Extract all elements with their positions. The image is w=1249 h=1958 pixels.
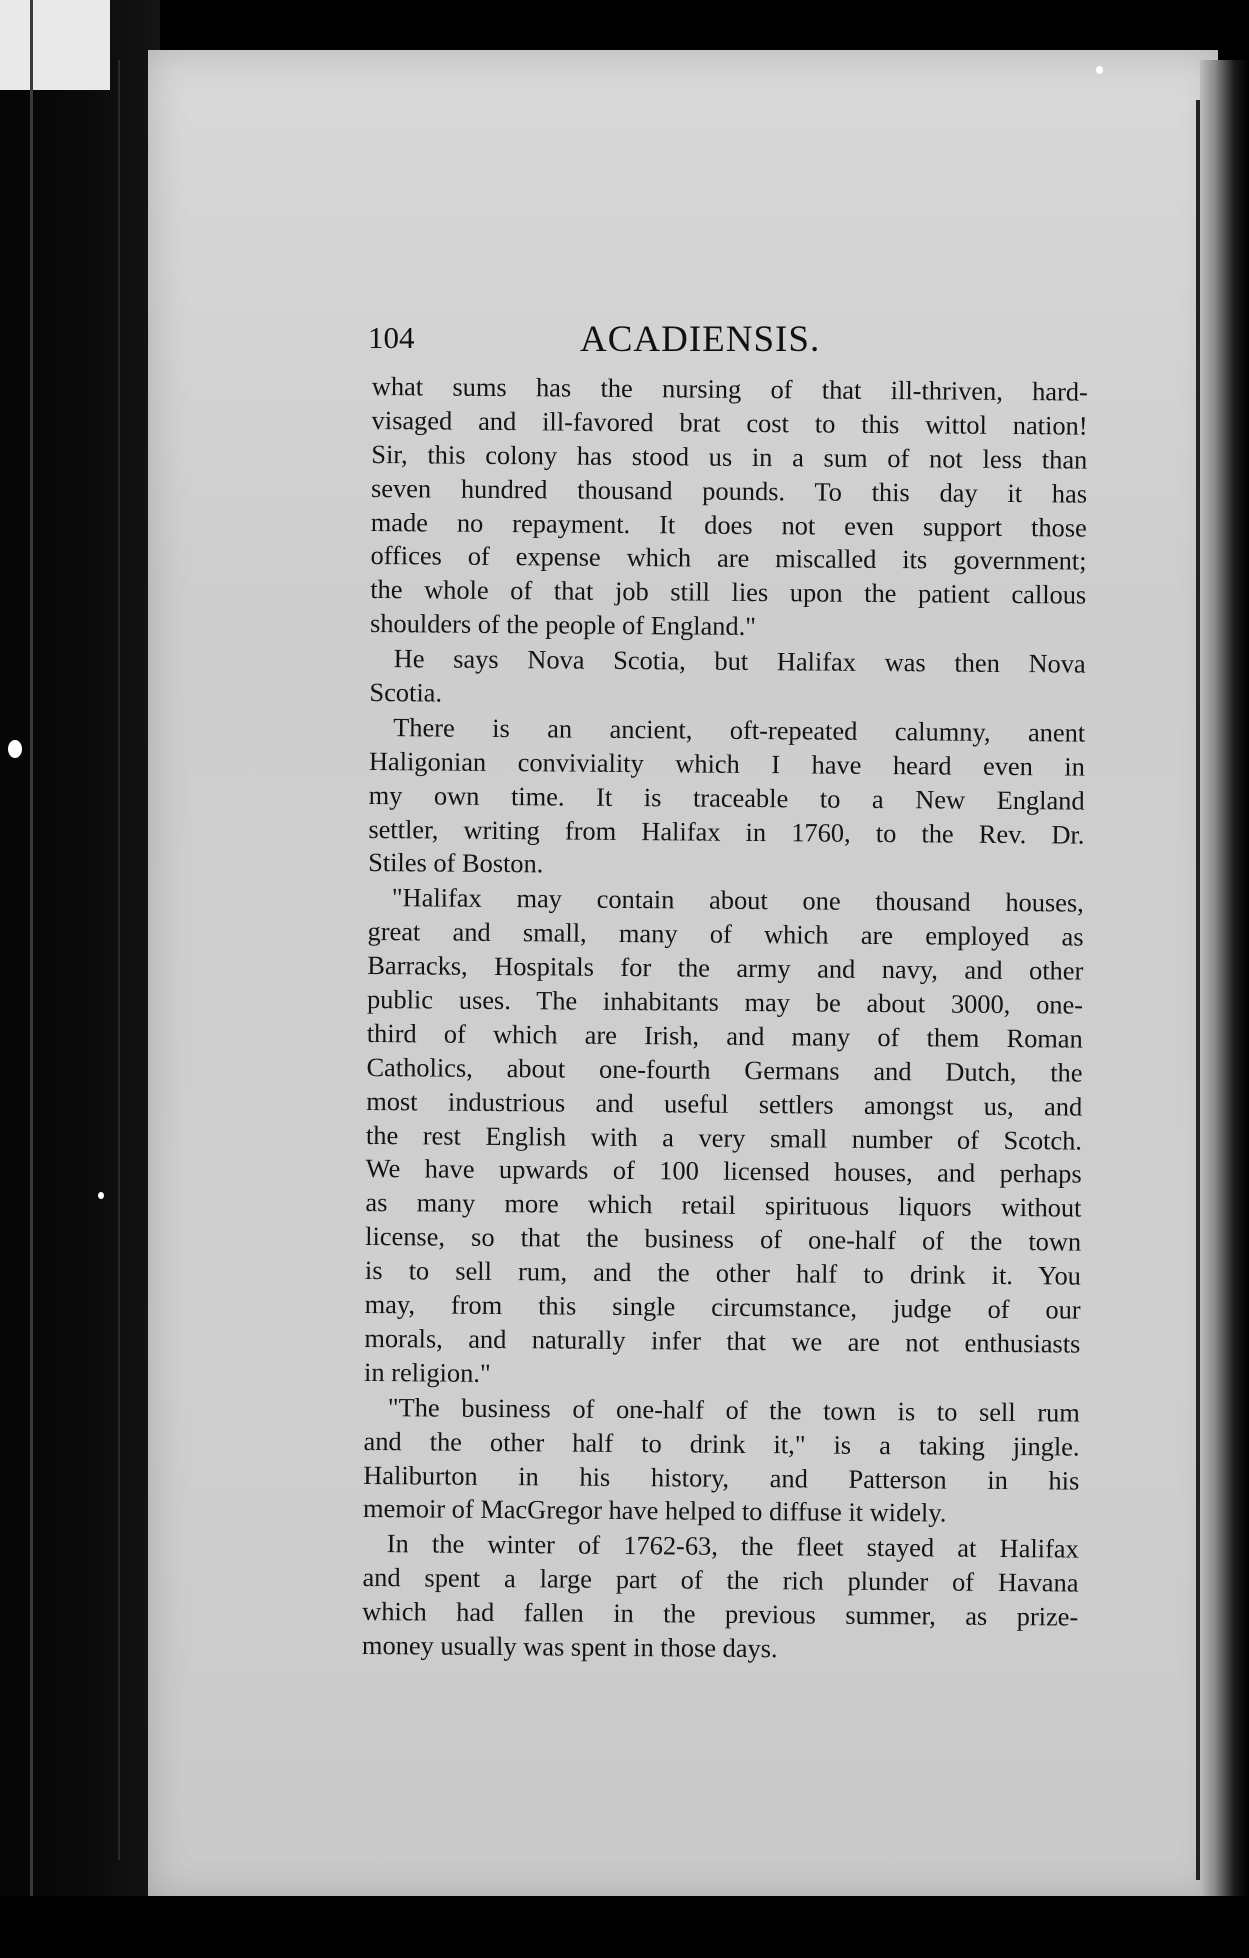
text-line: the whole of that job still lies upon the patient callous [370, 574, 1087, 610]
scan-bottom-margin [0, 1896, 1249, 1958]
text-line: the rest English with a very small number of Scotch. [365, 1119, 1083, 1156]
text-line: He says Nova Scotia, but Halifax was then Nova [393, 643, 1086, 679]
paragraph [370, 370, 1088, 647]
text-line: memoir of MacGregor have helped to diffuse it widely. [362, 1493, 947, 1528]
text-line: offices of expense which are miscalled its government; [370, 540, 1087, 577]
text-line: my own time. It is traceable to a New England [368, 779, 1085, 816]
page-number: 104 [368, 320, 415, 355]
text-line: settler, writing from Halifax in 1760, to the Rev. Dr. [368, 813, 1085, 850]
page-right-shadow [1200, 60, 1249, 1900]
text-line: public uses. The inhabitants may be about 3000, one- [366, 984, 1084, 1020]
text-line: Haligonian conviviality which I have heard even in [368, 745, 1086, 782]
scan-spine-line [30, 0, 33, 1958]
text-line: Scotia. [369, 677, 443, 708]
text-line: which had fallen in the previous summer, as prize- [362, 1596, 1079, 1632]
scan-left-margin [0, 0, 160, 1958]
dust-speck [1096, 66, 1103, 74]
text-line: seven hundred thousand pounds. To this day it has [370, 472, 1088, 509]
text-line: In the winter of 1762-63, the fleet stayed at Halifax [386, 1528, 1079, 1564]
paragraph [368, 711, 1085, 886]
body-text [362, 370, 1088, 1668]
text-line: There is an ancient, oft-repeated calumny, anent [393, 712, 1086, 748]
text-line: may, from this single circumstance, judge of our [364, 1289, 1081, 1325]
text-line: Haliburton in his history, and Patterson in his [363, 1459, 1080, 1496]
text-line: "Halifax may contain about one thousand houses, [391, 882, 1084, 918]
text-line: great and small, many of which are employed as [367, 916, 1084, 952]
text-line: third of which are Irish, and many of them Roman [366, 1017, 1083, 1054]
page-header [368, 320, 1088, 368]
text-line: and spent a large part of the rich plunder of Havana [362, 1562, 1079, 1598]
text-line: is to sell rum, and the other half to drink it. You [364, 1255, 1082, 1291]
text-line: morals, and naturally infer that we are not enthusiasts [364, 1322, 1081, 1359]
text-line: visaged and ill-favored brat cost to this wittol nation! [371, 404, 1088, 441]
text-line: most industrious and useful settlers amongst us, and [366, 1085, 1083, 1122]
scan-corner [0, 0, 110, 90]
paragraph [362, 1527, 1079, 1668]
text-line: "The business of one-half of the town is to sell rum [387, 1391, 1080, 1428]
text-line: shoulders of the people of England." [369, 608, 757, 642]
text-line: Barracks, Hospitals for the army and navy, and other [367, 950, 1084, 986]
dust-speck [8, 740, 22, 758]
running-head: ACADIENSIS. [580, 319, 821, 360]
text-line: and the other half to drink it," is a taking jingle. [363, 1425, 1080, 1462]
paragraph [363, 1391, 1080, 1532]
text-line: Catholics, about one-fourth Germans and Dutch, the [366, 1051, 1083, 1088]
text-line: We have upwards of 100 licensed houses, and perhaps [365, 1153, 1082, 1190]
text-line: money usually was spent in those days. [361, 1629, 778, 1664]
paragraph [369, 642, 1086, 715]
text-line: Stiles of Boston. [368, 847, 544, 879]
scan-spine-line-inner [118, 60, 120, 1860]
text-line: Sir, this colony has stood us in a sum of not less than [371, 438, 1088, 475]
text-line: in religion." [364, 1356, 491, 1388]
text-line: as many more which retail spirituous liquors without [365, 1187, 1082, 1223]
text-line: what sums has the nursing of that ill-thriven, hard- [371, 370, 1088, 407]
paragraph [364, 881, 1084, 1395]
text-line: made no repayment. It does not even support those [370, 506, 1087, 543]
text-line: license, so that the business of one-half of the town [365, 1221, 1082, 1257]
dust-speck [98, 1192, 104, 1199]
